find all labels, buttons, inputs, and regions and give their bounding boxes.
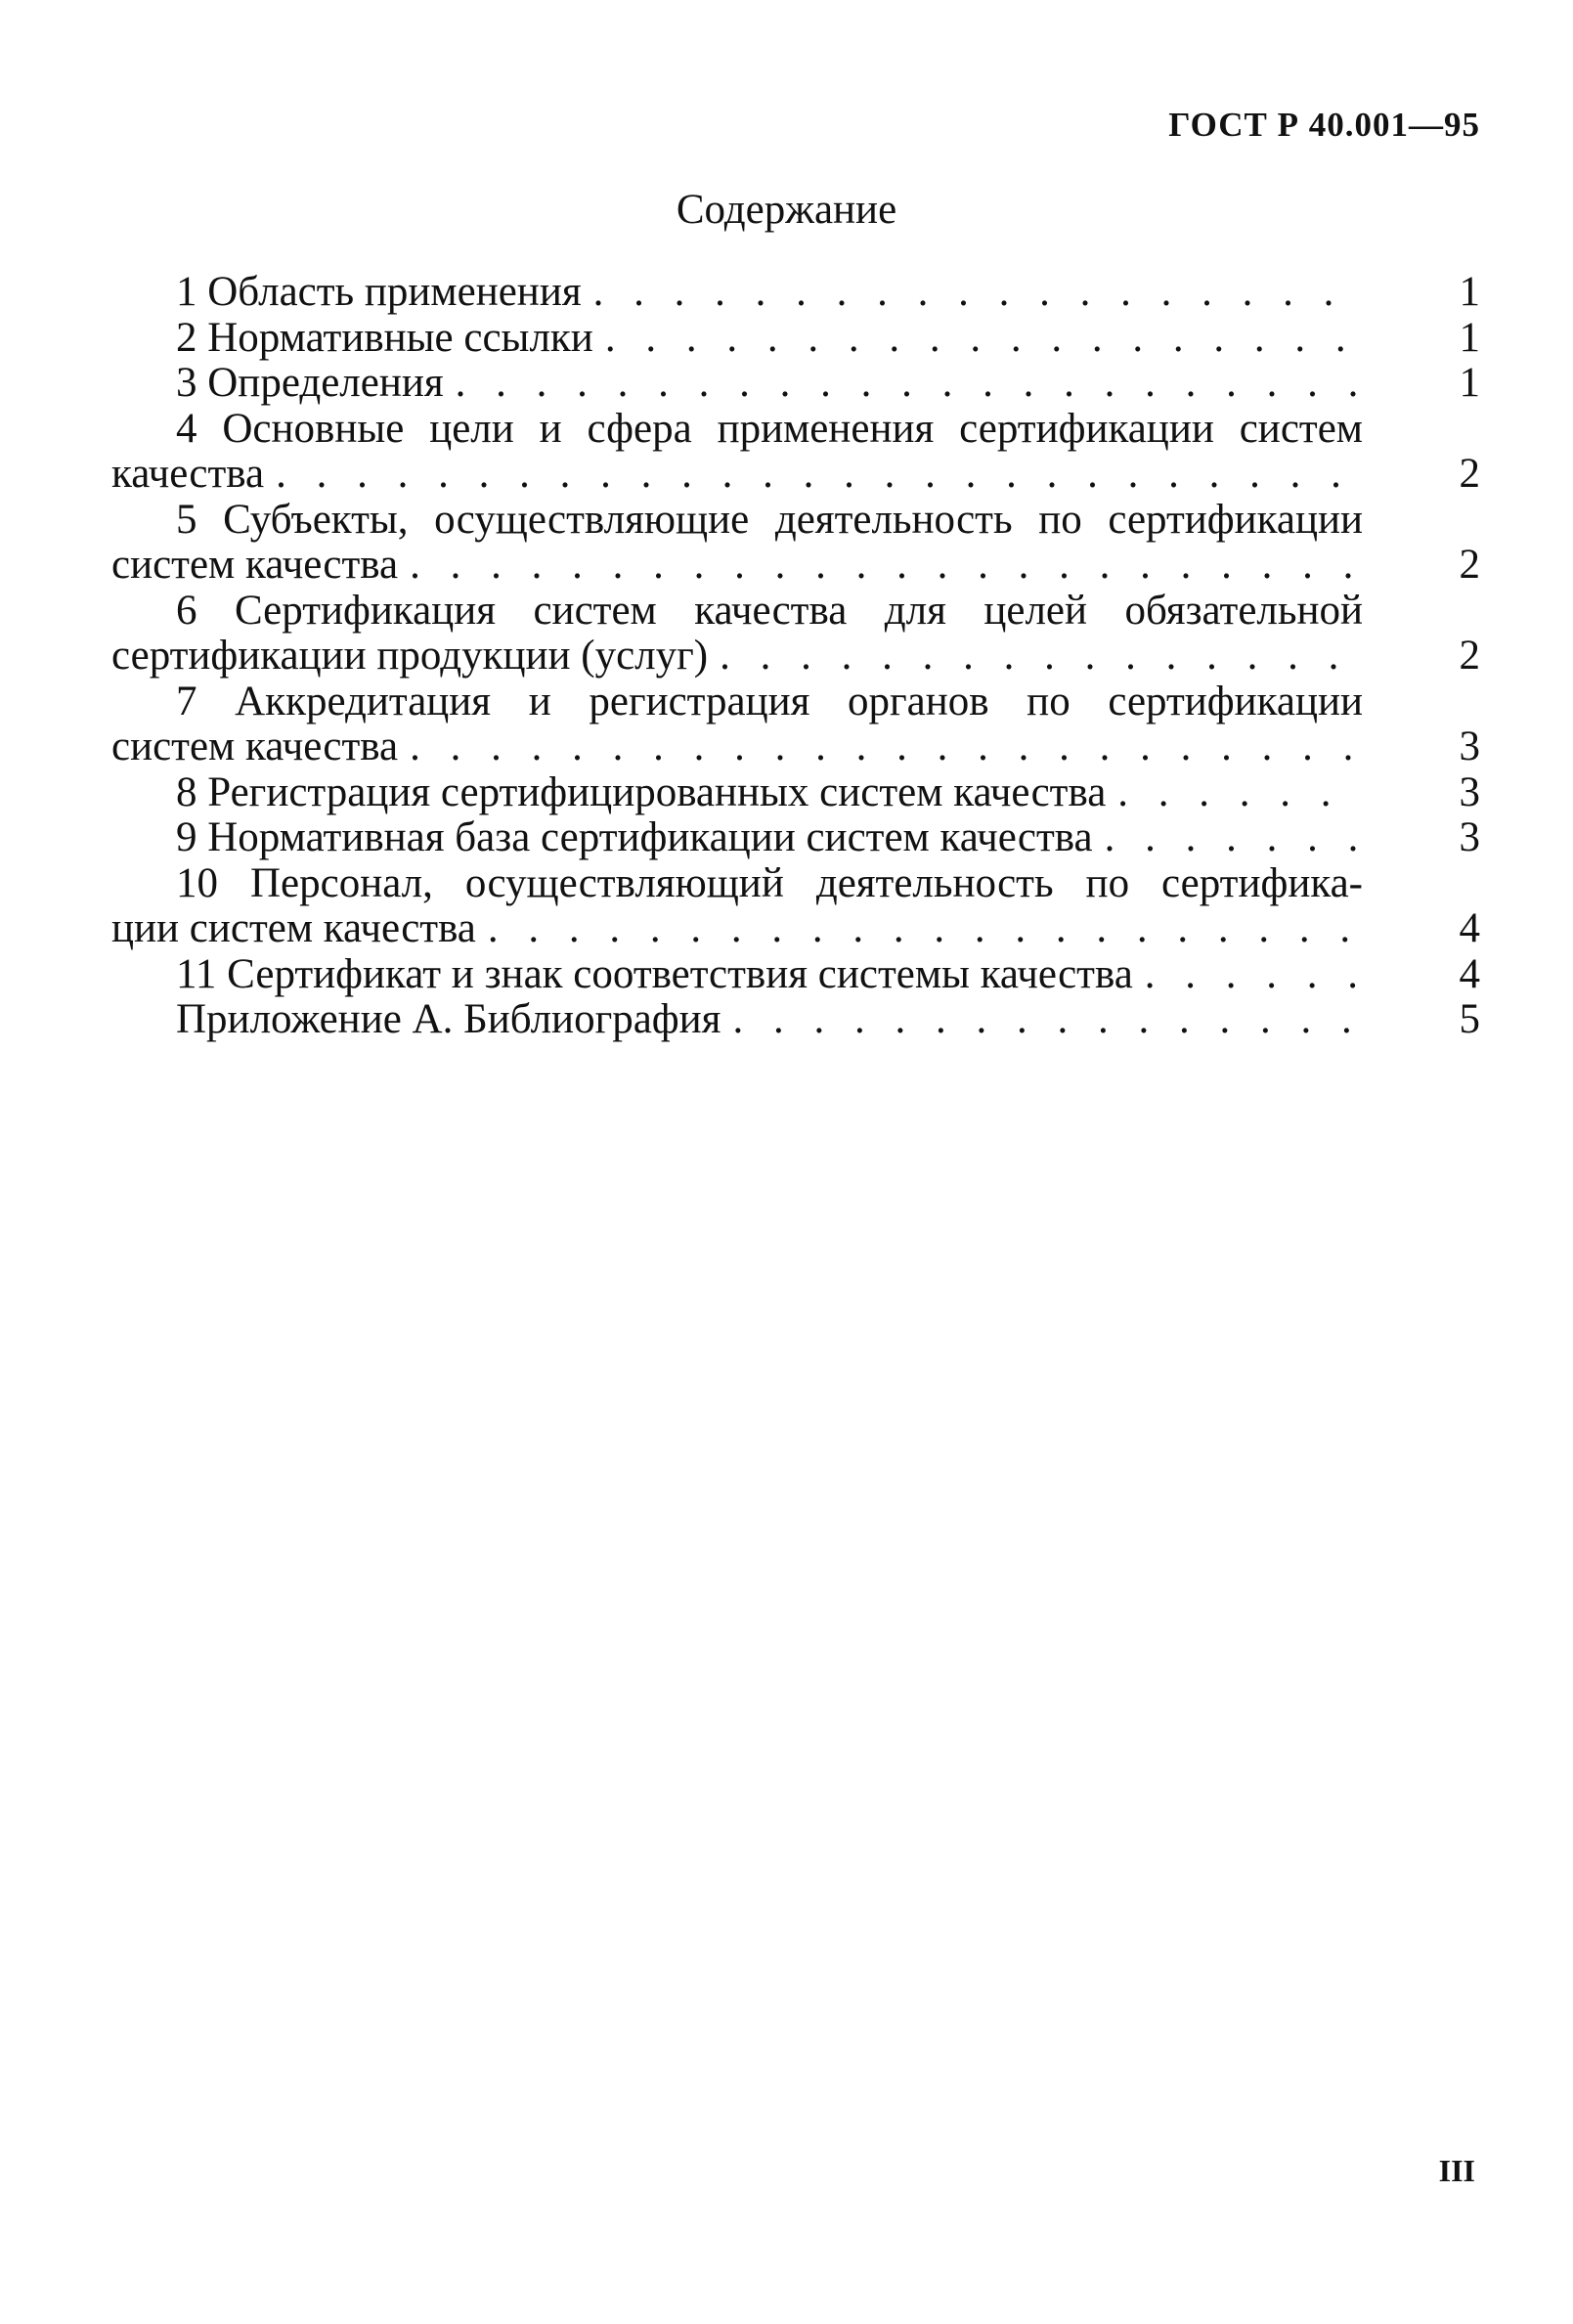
toc-page-number: 3 [1459, 814, 1480, 860]
dot-leader [398, 543, 1363, 589]
table-of-contents [111, 270, 1480, 1043]
toc-entry[interactable] [111, 997, 1480, 1043]
toc-entry-label: систем качества [111, 543, 399, 588]
dot-leader [1093, 815, 1363, 861]
toc-entry-label: 8 Регистрация сертифицированных систем качества [176, 769, 1107, 815]
toc-entry-label: 7 Аккредитация и регистрация органов по сертификации [176, 678, 1363, 724]
toc-entry-continuation[interactable] [111, 543, 1480, 589]
toc-entry-label: 3 Определения [176, 361, 444, 406]
toc-page-number: 3 [1459, 724, 1480, 769]
dot-leader [476, 906, 1363, 952]
toc-entry-label: 10 Персонал, осуществляющий деятельность по сертифика- [176, 859, 1363, 906]
toc-entry[interactable] [111, 316, 1480, 362]
toc-page-number: 3 [1459, 768, 1480, 815]
toc-entry-continuation[interactable] [111, 452, 1480, 498]
toc-entry-label: 4 Основные цели и сфера применения сертификации систем [176, 405, 1363, 452]
toc-entry-label: 11 Сертификат и знак соответствия системы качества [176, 951, 1133, 997]
toc-page-number: 1 [1459, 314, 1480, 361]
toc-page-number: 1 [1459, 360, 1480, 406]
toc-page-number: 1 [1459, 269, 1480, 315]
toc-entry[interactable] [111, 680, 1480, 725]
dot-leader [398, 724, 1363, 770]
toc-entry[interactable] [111, 815, 1480, 861]
toc-entry-label: 2 Нормативные ссылки [176, 315, 593, 361]
dot-leader [1133, 952, 1363, 998]
toc-entry-label: качества [111, 452, 265, 497]
toc-entry-continuation[interactable] [111, 724, 1480, 770]
toc-page-number: 4 [1459, 950, 1480, 997]
toc-entry[interactable] [111, 361, 1480, 407]
dot-leader [1106, 770, 1363, 816]
toc-page-number: 2 [1459, 633, 1480, 679]
toc-entry-label: 9 Нормативная база сертификации систем качества [176, 815, 1093, 860]
toc-page-number: 2 [1459, 542, 1480, 588]
toc-page-number: 4 [1459, 905, 1480, 951]
toc-entry-label: 1 Область применения [176, 270, 582, 315]
toc-entry-label: Приложение А. Библиография [176, 997, 721, 1042]
toc-entry[interactable] [111, 770, 1480, 816]
toc-entry-continuation[interactable] [111, 906, 1480, 952]
toc-entry-label: сертификации продукции (услуг) [111, 634, 709, 679]
toc-entry[interactable] [111, 270, 1480, 316]
toc-entry[interactable] [111, 498, 1480, 544]
toc-page-number: 2 [1459, 451, 1480, 497]
toc-page-number: 5 [1459, 996, 1480, 1042]
dot-leader [708, 634, 1363, 680]
dot-leader [582, 270, 1363, 316]
toc-entry-label: 6 Сертификация систем качества для целей обязательной [176, 587, 1363, 634]
toc-entry-continuation[interactable] [111, 634, 1480, 680]
document-code: ГОСТ Р 40.001—95 [1168, 106, 1480, 144]
dot-leader [444, 361, 1363, 407]
toc-entry[interactable] [111, 952, 1480, 998]
page-title: Содержание [676, 187, 897, 233]
dot-leader [264, 452, 1363, 498]
page-number: III [1438, 2153, 1475, 2188]
dot-leader [593, 316, 1363, 362]
toc-entry[interactable] [111, 407, 1480, 453]
toc-entry-label: систем качества [111, 724, 399, 769]
toc-entry-label: 5 Субъекты, осуществляющие деятельность по сертификации [176, 496, 1363, 543]
toc-entry[interactable] [111, 589, 1480, 635]
dot-leader [721, 997, 1363, 1043]
toc-entry-label: ции систем качества [111, 906, 476, 951]
toc-entry[interactable] [111, 861, 1480, 907]
